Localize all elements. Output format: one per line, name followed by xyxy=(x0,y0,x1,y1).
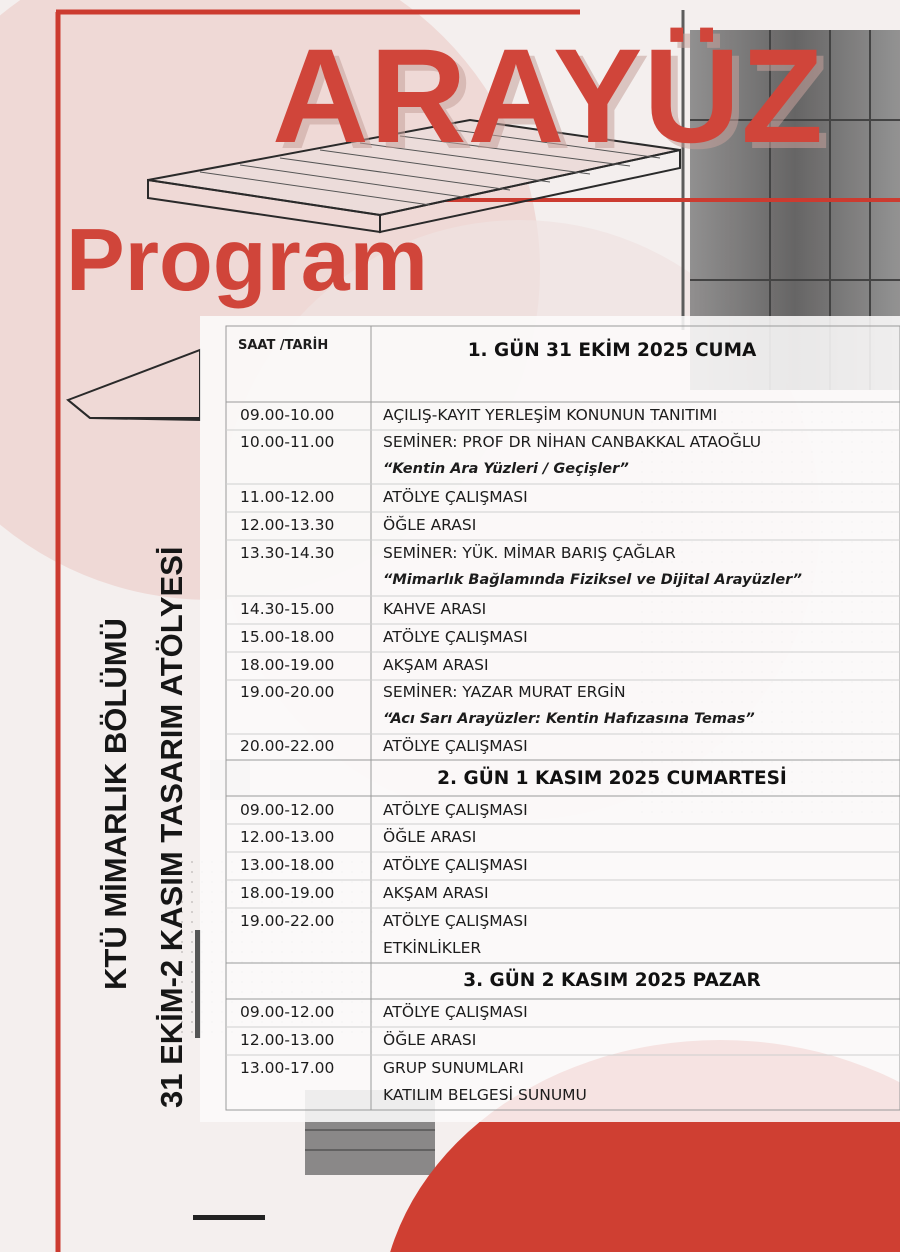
table-row-time: 09.00-10.00 xyxy=(240,406,335,424)
table-row-time: 19.00-20.00 xyxy=(240,683,335,701)
table-row-time: 11.00-12.00 xyxy=(240,488,335,506)
table-row-time: 12.00-13.30 xyxy=(240,516,335,534)
seminar-title: “Acı Sarı Arayüzler: Kentin Hafızasına Temas” xyxy=(383,711,755,727)
table-row-time: 19.00-22.00 xyxy=(240,912,335,930)
table-row-activity: AKŞAM ARASI xyxy=(383,884,489,902)
table-row-activity: ATÖLYE ÇALIŞMASI xyxy=(383,488,528,506)
department-label: KTÜ MİMARLIK BÖLÜMÜ xyxy=(98,618,133,990)
table-row-activity: ATÖLYE ÇALIŞMASI xyxy=(383,628,528,646)
table-row-activity: ATÖLYE ÇALIŞMASI xyxy=(383,856,528,874)
seminar-title: “Mimarlık Bağlamında Fiziksel ve Dijital Arayüzler” xyxy=(383,572,802,588)
table-row-time: 13.30-14.30 xyxy=(240,544,335,562)
table-row-activity: ATÖLYE ÇALIŞMASI xyxy=(383,1003,528,1021)
table-row-activity: SEMİNER: YAZAR MURAT ERGİN xyxy=(383,683,626,701)
table-row-activity: SEMİNER: YÜK. MİMAR BARIŞ ÇAĞLAR xyxy=(383,544,676,562)
day-3-heading: 3. GÜN 2 KASIM 2025 PAZAR xyxy=(463,970,761,991)
table-row-activity: ÖĞLE ARASI xyxy=(383,1031,477,1049)
table-row-time: 13.00-17.00 xyxy=(240,1059,335,1077)
table-row-activity: ÖĞLE ARASI xyxy=(383,516,477,534)
table-row-activity: GRUP SUNUMLARI xyxy=(383,1059,524,1077)
table-row-activity: ÖĞLE ARASI xyxy=(383,828,477,846)
table-row-time: 09.00-12.00 xyxy=(240,801,335,819)
table-row-activity: ATÖLYE ÇALIŞMASI xyxy=(383,737,528,755)
time-date-header: SAAT /TARİH xyxy=(238,338,329,353)
table-row-time: 14.30-15.00 xyxy=(240,600,335,618)
workshop-dates-label: 31 EKİM-2 KASIM TASARIM ATÖLYESİ xyxy=(154,546,189,1108)
table-row-time: 18.00-19.00 xyxy=(240,656,335,674)
table-row-time: 18.00-19.00 xyxy=(240,884,335,902)
table-row-time: 15.00-18.00 xyxy=(240,628,335,646)
table-row-activity: AKŞAM ARASI xyxy=(383,656,489,674)
table-row-time: 12.00-13.00 xyxy=(240,828,335,846)
table-row-activity: KAHVE ARASI xyxy=(383,600,487,618)
table-row-time: 20.00-22.00 xyxy=(240,737,335,755)
seminar-title: “Kentin Ara Yüzleri / Geçişler” xyxy=(383,461,629,477)
table-row-time: 13.00-18.00 xyxy=(240,856,335,874)
table-row-activity: SEMİNER: PROF DR NİHAN CANBAKKAL ATAOĞLU xyxy=(383,433,762,451)
table-row-time: 09.00-12.00 xyxy=(240,1003,335,1021)
day-2-heading: 2. GÜN 1 KASIM 2025 CUMARTESİ xyxy=(437,768,787,789)
table-row-time: 10.00-11.00 xyxy=(240,433,335,451)
table-row-activity: ATÖLYE ÇALIŞMASI xyxy=(383,912,528,930)
table-row-activity-extra: ETKİNLİKLER xyxy=(383,939,482,957)
table-row-activity: AÇILIŞ-KAYIT YERLEŞİM KONUNUN TANITIMI xyxy=(383,406,718,424)
table-row-time: 12.00-13.00 xyxy=(240,1031,335,1049)
table-row-activity: ATÖLYE ÇALIŞMASI xyxy=(383,801,528,819)
poster-subtitle: Program xyxy=(66,210,428,309)
poster-title: ARAYÜZ xyxy=(272,22,825,171)
table-row-activity-extra: KATILIM BELGESİ SUNUMU xyxy=(383,1086,587,1104)
schedule-table xyxy=(200,316,900,1122)
day-1-heading: 1. GÜN 31 EKİM 2025 CUMA xyxy=(467,340,757,361)
